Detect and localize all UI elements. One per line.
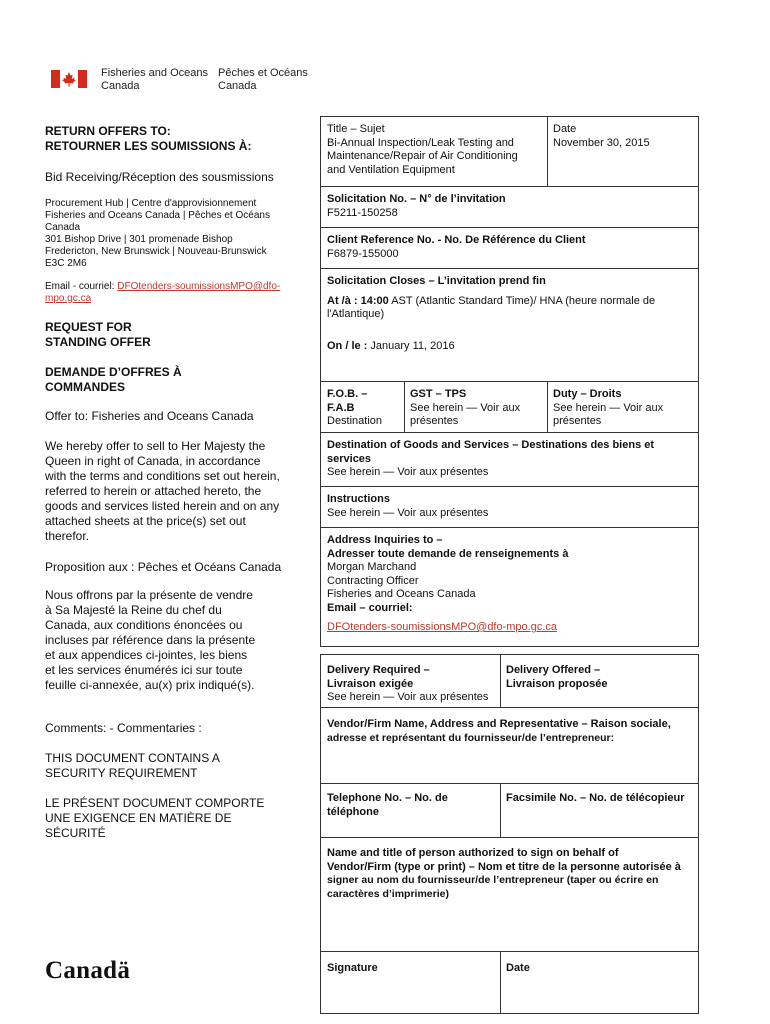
- client-reference: Client Reference No. - No. De Référence du Client F6879-155000: [327, 234, 586, 260]
- solicitation-form-box: [320, 116, 699, 647]
- offer-text: We hereby offer to sell to Her Majesty the Queen in right of Canada, in accordance with the terms and conditions set out herein, referred to herein or attached hereto, the goods and services listed herein and on any attached sheets at the price(s) set out therefor.: [45, 439, 280, 543]
- return-offers-heading: RETURN OFFERS TO: RETOURNER LES SOUMISSIONS À:: [45, 124, 252, 153]
- security-requirement-en: THIS DOCUMENT CONTAINS A SECURITY REQUIREMENT: [45, 751, 220, 780]
- destination-cell: Destination of Goods and Services – Destinations des biens et services See herein — Voir aux présentes: [327, 439, 655, 478]
- canada-flag-icon: [51, 70, 87, 88]
- authorized-person-cell[interactable]: Name and title of person authorized to sign on behalf of Vendor/Firm (type or print) – Nom et titre de la personne autorisée à signer au nom du fournisseur/de l’entrepreneur (taper ou écrire en caractères d’imprimerie): [327, 847, 681, 900]
- fob-cell: F.O.B. – F.A.B Destination: [327, 388, 383, 427]
- delivery-offered-cell[interactable]: Delivery Offered – Livraison proposée: [506, 664, 608, 690]
- demande-heading: DEMANDE D’OFFRES À COMMANDES: [45, 365, 182, 394]
- comments: Comments: - Commentaries :: [45, 721, 202, 735]
- vendor-form-box: [320, 654, 699, 1014]
- solicitation-closes: Solicitation Closes – L’invitation prend fin At /à : 14:00 AST (Atlantic Standard Time)/ HNA (heure normale de l'Atlantique) On / le : January 11, 2016: [327, 275, 656, 352]
- gst-cell: GST – TPS See herein — Voir aux présentes: [410, 388, 521, 427]
- security-requirement-fr: LE PRÉSENT DOCUMENT COMPORTE UNE EXIGENCE EN MATIÈRE DE SÉCURITÉ: [45, 796, 265, 840]
- return-address: Procurement Hub | Centre d'approvisionnement Fisheries and Oceans Canada | Pêches et Océans Canada 301 Bishop Drive | 301 promenade Bishop Fredericton, New Brunswick | Nouveau-Brunswick E3C 2M6: [45, 198, 270, 269]
- solicitation-number: Solicitation No. – N° de l’invitation F5211-150258: [327, 193, 506, 219]
- vendor-name-cell[interactable]: Vendor/Firm Name, Address and Representative – Raison sociale, adresse et représentant du fournisseur/de l’entrepreneur:: [327, 718, 671, 744]
- request-heading: REQUEST FOR STANDING OFFER: [45, 320, 151, 349]
- title-cell: Title – Sujet Bi-Annual Inspection/Leak Testing and Maintenance/Repair of Air Conditioning and Ventilation Equipment: [327, 123, 518, 176]
- date-cell: Date November 30, 2015: [553, 123, 650, 149]
- department-name-en: Fisheries and Oceans Canada: [101, 67, 208, 92]
- signature-cell[interactable]: Signature: [327, 962, 378, 974]
- proposition-text: Nous offrons par la présente de vendre à Sa Majesté la Reine du chef du Canada, aux conditions énoncées ou incluses par référence dans la présente et aux appendices ci-jointes, les biens et les services énumérés ici sur toute feuille ci-annexée, au(x) prix indiqué(s).: [45, 588, 256, 692]
- canada-wordmark: Canadä: [45, 957, 131, 984]
- telephone-cell[interactable]: Telephone No. – No. de téléphone: [327, 792, 448, 818]
- delivery-required-cell: Delivery Required – Livraison exigée See herein — Voir aux présentes: [327, 664, 489, 703]
- bid-receiving: Bid Receiving/Réception des sousmissions: [45, 170, 274, 184]
- return-email: Email - courriel: DFOtenders-soumissionsMPO@dfo- mpo.gc.ca: [45, 281, 295, 305]
- duty-cell: Duty – Droits See herein — Voir aux présentes: [553, 388, 664, 427]
- signature-date-cell[interactable]: Date: [506, 962, 530, 974]
- proposition: Proposition aux : Pêches et Océans Canada: [45, 560, 282, 574]
- return-email-link[interactable]: DFOtenders-soumissionsMPO@dfo-: [117, 281, 281, 292]
- return-email-link-cont[interactable]: mpo.gc.ca: [45, 293, 92, 304]
- department-name-fr: Pêches et Océans Canada: [218, 67, 308, 92]
- instructions-cell: Instructions See herein — Voir aux présentes: [327, 493, 489, 519]
- inquiries-cell: Address Inquiries to – Adresser toute demande de renseignements à Morgan Marchand Contracting Officer Fisheries and Oceans Canada Email – courriel: DFOtenders-soumissionsMPO@dfo-mpo.gc.ca: [321, 528, 698, 641]
- facsimile-cell[interactable]: Facsimile No. – No. de télécopieur: [506, 792, 685, 804]
- contact-email-link[interactable]: DFOtenders-soumissionsMPO@dfo-mpo.gc.ca: [327, 621, 558, 633]
- offer-to: Offer to: Fisheries and Oceans Canada: [45, 409, 254, 423]
